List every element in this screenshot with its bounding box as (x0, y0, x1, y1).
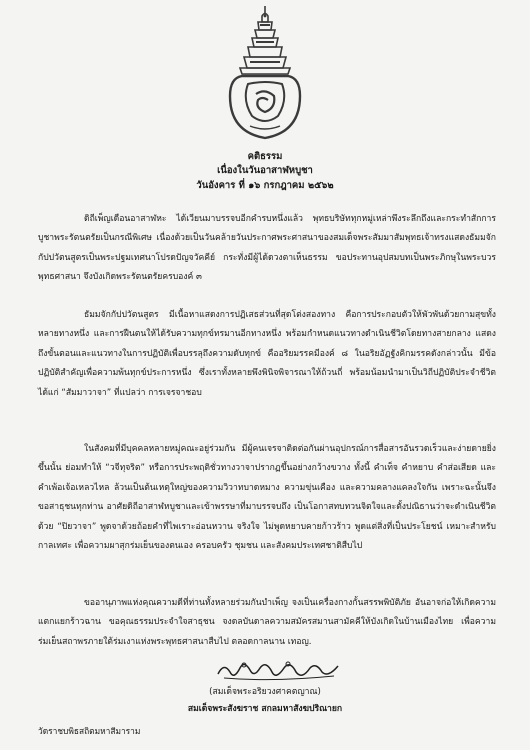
signatory-name: (สมเด็จพระอริยวงศาคตญาณ) (209, 687, 321, 697)
royal-emblem-icon (222, 4, 308, 144)
document-title: คติธรรม (247, 151, 283, 162)
signature-icon (214, 656, 344, 684)
paragraph-1: ดิถีเพ็ญเดือนอาสาฬหะ ได้เวียนมาบรรจบอีกคำรบหนึ่งแล้ว พุทธบริษัททุกหมู่เหล่าพึงระลึกถึงและกระทำสักการบูชาพระรัตนตรัยเป็นกรณีพิเศษ เนื่องด้วยเป็นวันคล้ายวันประกาศพระศาสนาของสมเด็จพระสัมมาสัมพุทธเจ้าทรงแสดงธัมมจักกัปปวัตนสูตรเป็นพระปฐมเทศนาโปรดปัญจวัคคีย์ กระทั่งมีผู้ได้ดวงตาเห็นธรรม ขอประทานอุปสมบทเป็นพระภิกษุในพระบวรพุทธศาสนา จึงบังเกิดพระรัตนตรัยครบองค์ ๓ (38, 214, 496, 283)
issuing-place: วัดราชบพิธสถิตมหาสีมาราม (38, 726, 141, 736)
document-date: วันอังคาร ที่ ๑๖ กรกฎาคม ๒๕๖๒ (196, 180, 334, 191)
paragraph-3: ในสังคมที่มีบุคคลหลายหมู่คณะอยู่ร่วมกัน มีผู้คนเจรจาติดต่อกันผ่านอุปกรณ์การสื่อสารอันรวดเร็วและง่ายดายยิ่งขึ้นนั้น ย่อมทำให้ “วจีทุจริต” หรือการประพฤติชั่วทางวาจาปรากฏขึ้นอย่างกว้างขวาง ทั้งนี้ คำเท็จ คำหยาบ คำส่อเสียด และคำเพ้อเจ้อเหลวไหล ล้วนเป็นต้นเหตุใหญ่ของความวิวาทบาดหมาง ความขุ่นเคือง และความคลางแคลงใจกัน เพราะฉะนั้นจึงขอสาธุชนทุกท่าน อาศัยดิถีอาสาฬหบูชาและเข้าพรรษาที่มาบรรจบถึง เป็นโอกาสทบทวนจิตใจและตั้งปณิธานว่าจะดำเนินชีวิตด้วย “ปิยวาจา” พูดจาด้วยถ้อยคำที่ไพเราะอ่อนหวาน จริงใจ ไม่พูดหยาบคายก้าวร้าว พูดแต่สิ่งที่เป็นประโยชน์ เหมาะสำหรับกาลเทศะ เพื่อความผาสุกร่มเย็นของตนเอง ครอบครัว ชุมชน และสังคมประเทศชาติสืบไป (38, 444, 496, 552)
paragraph-4: ขออานุภาพแห่งคุณความดีที่ท่านทั้งหลายร่วมกันบำเพ็ญ จงเป็นเครื่องกางกั้นสรรพพิบัติภัย อันอาจก่อให้เกิดความแตกแยกร้าวฉาน ขอคุณธรรมประจำใจสาธุชน จงดลบันดาลความสมัครสมานสามัคคีให้บังเกิดในบ้านเมืองไทย เพื่อความร่มเย็นสถาพรภายใต้ร่มเงาแห่งพระพุทธศาสนาสืบไป ตลอดกาลนาน เทอญ. (38, 598, 496, 647)
signatory-title: สมเด็จพระสังฆราช สกลมหาสังฆปริณายก (187, 704, 343, 714)
paragraph-2: ธัมมจักกัปปวัตนสูตร มีเนื้อหาแสดงการปฏิเสธส่วนที่สุดโต่งสองทาง คือการประกอบตัวให้พัวพันด้วยกามสุขทั้งหลายทางหนึ่ง และการฝืนตนให้ได้รับความทุกข์ทรมานอีกทางหนึ่ง พร้อมกำหนดแนวทางดำเนินชีวิตโดยทางสายกลาง แสดงถึงขั้นตอนและแนวทางในการปฏิบัติเพื่อบรรลุถึงความดับทุกข์ คืออริยมรรคมีองค์ ๘ ในอริยอัฏฐังคิกมรรคดังกล่าวนั้น มีข้อปฏิบัติสำคัญเพื่อความพ้นทุกข์ประการหนึ่ง ซึ่งเราทั้งหลายพึงพินิจพิจารณาให้ถ้วนถี่ พร้อมน้อมนำมาเป็นวิถีปฏิบัติประจำชีวิต ได้แก่ “สัมมาวาจา” ที่แปลว่า การเจรจาชอบ (38, 310, 496, 398)
document-subtitle: เนื่องในวันอาสาฬหบูชา (217, 165, 313, 176)
